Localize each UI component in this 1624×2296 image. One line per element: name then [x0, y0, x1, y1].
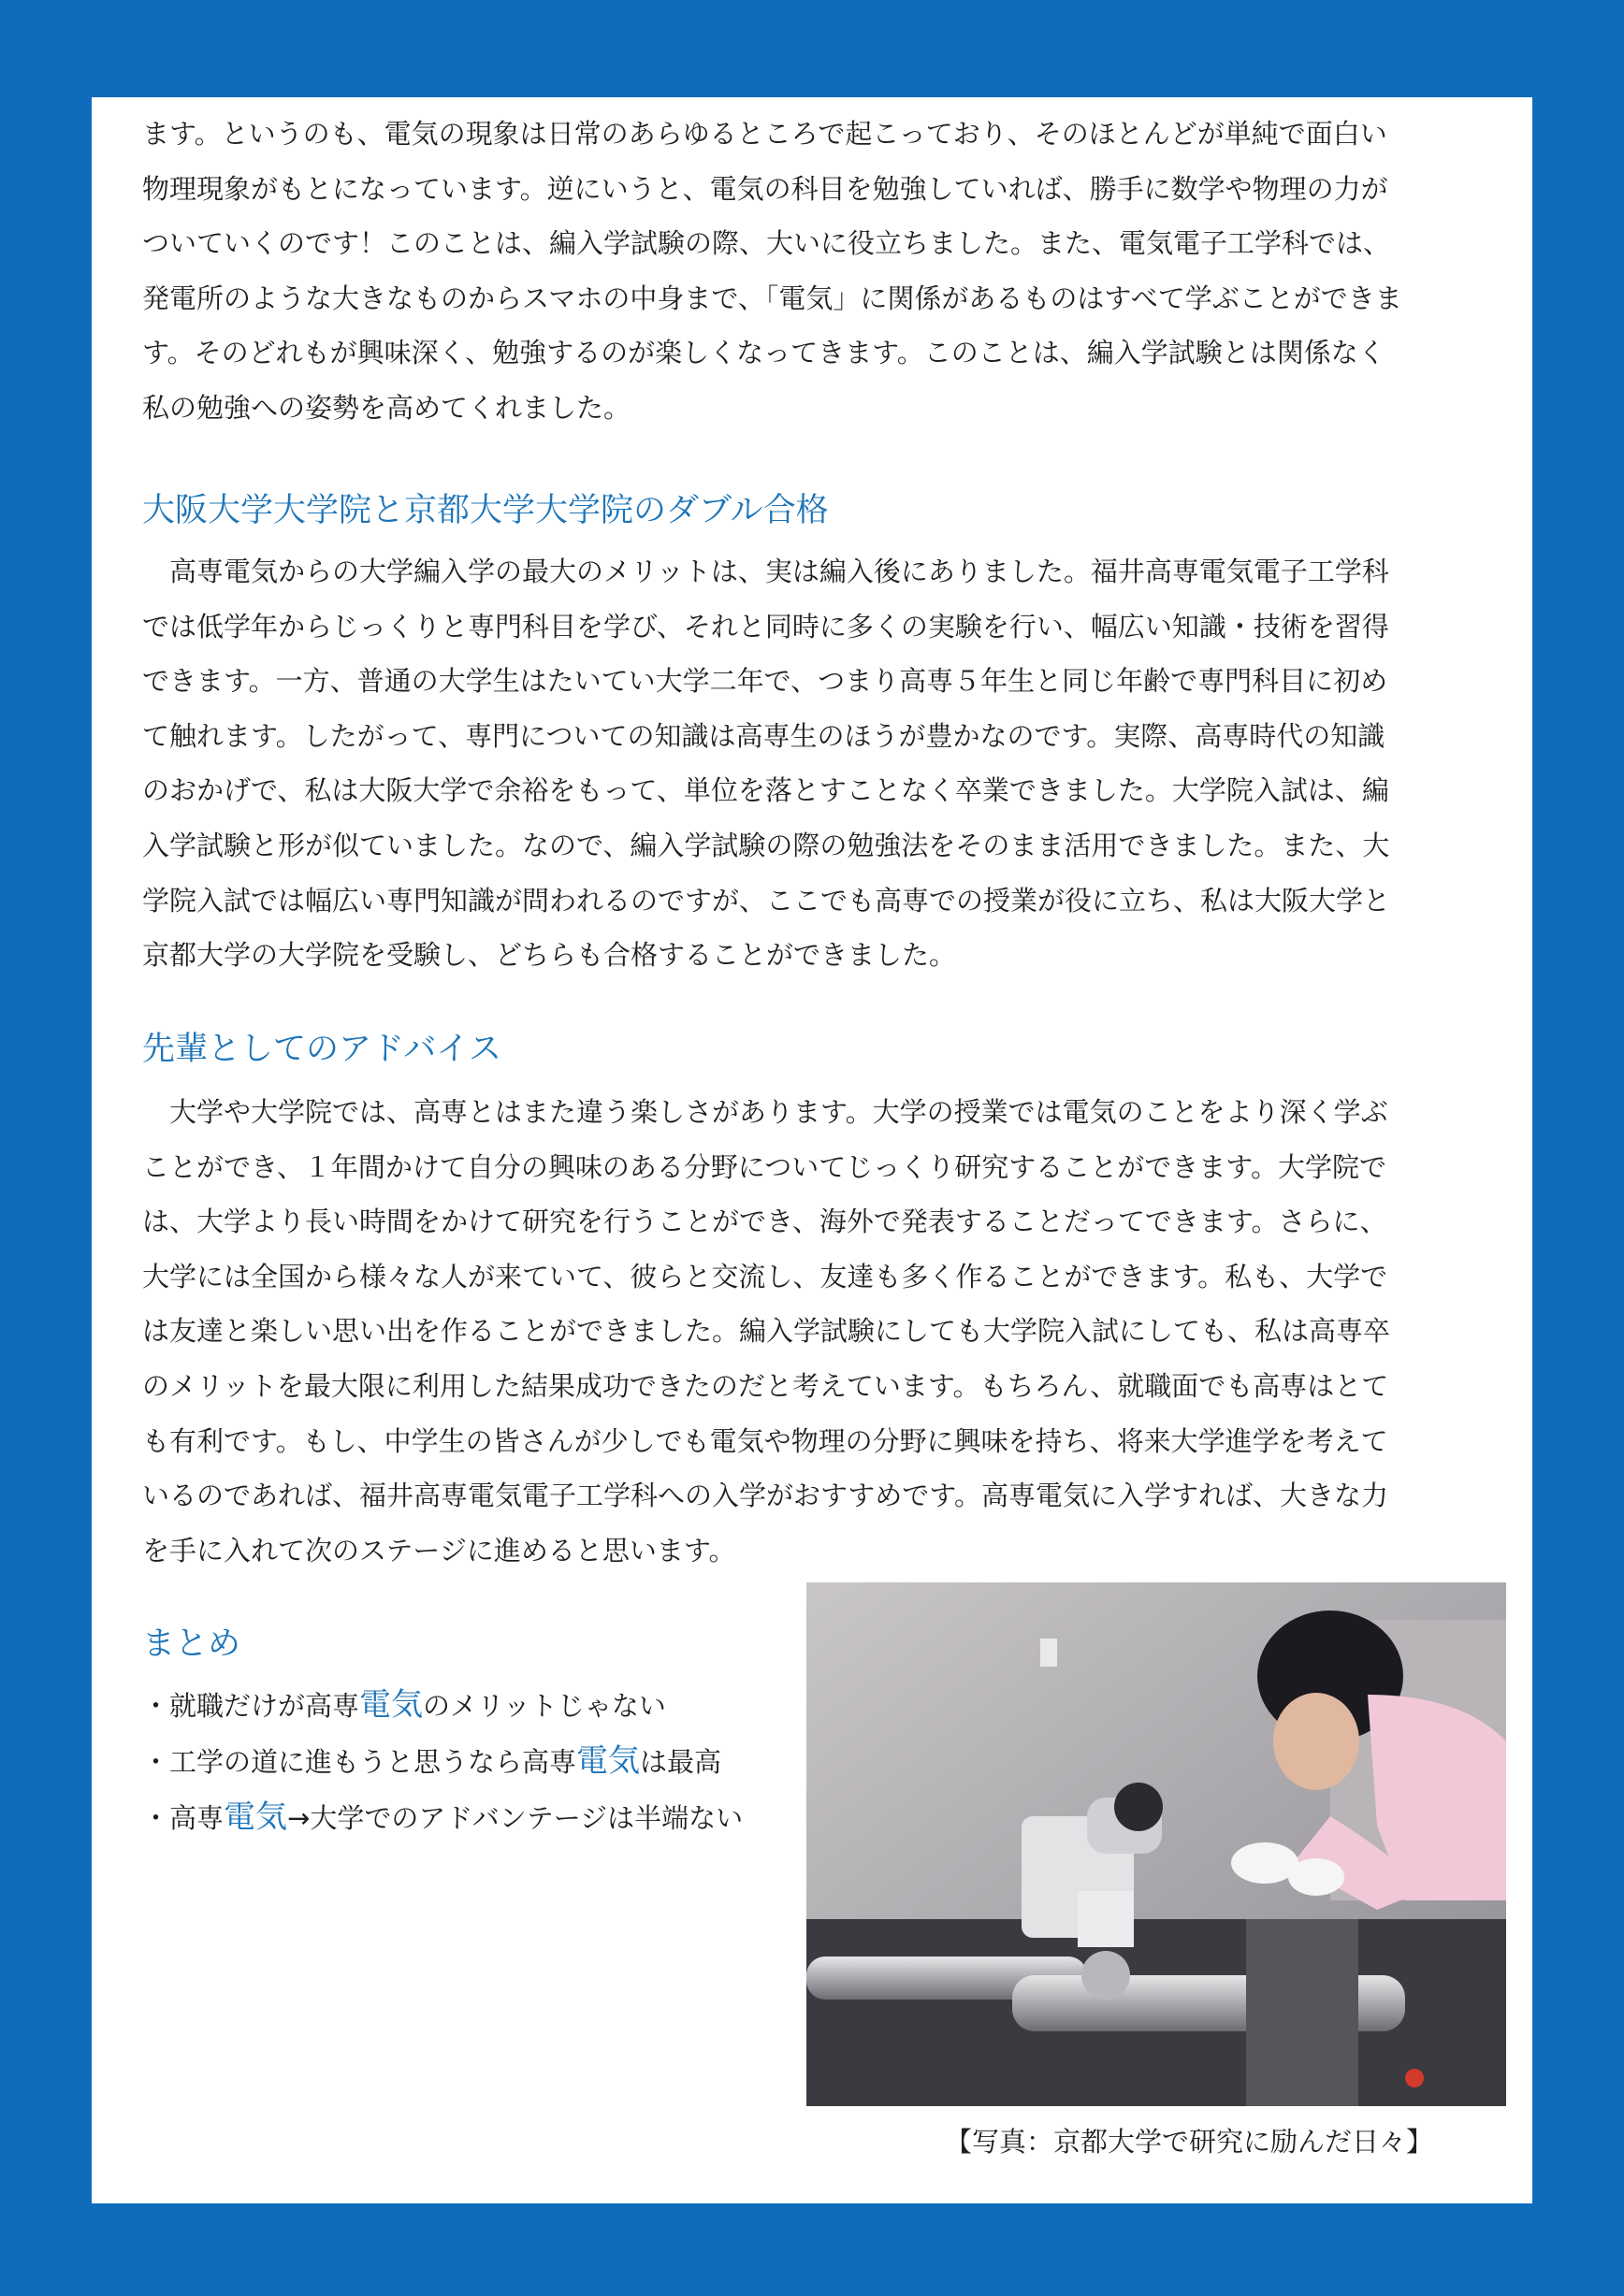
summary-item-text: →大学でのアドバンテージは半端ない — [287, 1802, 744, 1834]
text-line: できます。一方、普通の大学生はたいてい大学二年で、つまり高専５年生と同じ年齢で専門科目に初め — [142, 665, 1388, 698]
photo-caption: 【写真：京都大学で研究に励んだ日々】 — [945, 2126, 1434, 2158]
summary-item-accent: 電気 — [224, 1798, 288, 1836]
summary-item — [142, 1678, 743, 1734]
summary-item-text: ・工学の道に進もうと思うなら高専 — [142, 1746, 577, 1778]
text-line: す。そのどれもが興味深く、勉強するのが楽しくなってきます。このことは、編入学試験とは関係なく — [142, 337, 1385, 369]
text-line: も有利です。もし、中学生の皆さんが少しでも電気や物理の分野に興味を持ち、将来大学進学を考えて — [142, 1424, 1388, 1457]
text-line: 大学には全国から様々な人が来ていて、彼らと交流し、友達も多く作ることができます。私も、大学で — [142, 1260, 1388, 1292]
lab-photo-illustration — [806, 1582, 1506, 2106]
text-line: は友達と楽しい思い出を作ることができました。編入学試験にしても大学院入試にしても、私は高専卒 — [142, 1315, 1391, 1348]
summary-item — [142, 1734, 743, 1790]
text-line: ます。というのも、電気の現象は日常のあらゆるところで起こっており、そのほとんどが単純で面白い — [142, 118, 1387, 150]
advice-heading: 先輩としてのアドバイス — [142, 1031, 501, 1068]
text-line: 発電所のような大きなものからスマホの中身まで、「電気」に関係があるものはすべて学ぶことができま — [142, 282, 1402, 314]
text-line: では低学年からじっくりと専門科目を学び、それと同時に多くの実験を行い、幅広い知識・技術を習得 — [142, 610, 1389, 643]
text-line: 高専電気からの大学編入学の最大のメリットは、実は編入後にありました。福井高専電気電子工学科 — [142, 556, 1389, 587]
text-line: を手に入れて次のステージに進めると思います。 — [142, 1534, 736, 1567]
text-line: 京都大学の大学院を受験し、どちらも合格することができました。 — [142, 939, 957, 972]
text-line: ついていくのです！このことは、編入学試験の際、大いに役立ちました。また、電気電子工学科では、 — [142, 227, 1391, 260]
text-line: 入学試験と形が似ていました。なので、編入学試験の際の勉強法をそのまま活用できました。また、大 — [142, 829, 1390, 861]
lab-photo — [806, 1582, 1506, 2106]
text-line: 大学や大学院では、高専とはまた違う楽しさがあります。大学の授業では電気のことをより深く学ぶ — [142, 1096, 1388, 1128]
text-line: いるのであれば、福井高専電気電子工学科への入学がおすすめです。高専電気に入学すれば、大きな力 — [142, 1480, 1388, 1512]
summary-heading: まとめ — [142, 1625, 241, 1663]
document-page — [92, 97, 1532, 2203]
summary-item — [142, 1790, 743, 1846]
summary-item-text: は最高 — [640, 1746, 722, 1778]
summary-item-accent: 電気 — [576, 1742, 641, 1780]
text-line: ことができ、１年間かけて自分の興味のある分野についてじっくり研究することができます。大学院で — [142, 1150, 1386, 1183]
text-line: 私の勉強への姿勢を高めてくれました。 — [142, 391, 631, 424]
intro-paragraph — [142, 107, 1480, 436]
advice-paragraph — [142, 1085, 1480, 1578]
summary-item-text: ・就職だけが高専 — [142, 1690, 360, 1722]
text-line: は、大学より長い時間をかけて研究を行うことができ、海外で発表することだってできます。さらに、 — [142, 1206, 1387, 1238]
double-pass-paragraph — [142, 544, 1480, 983]
double-pass-heading: 大阪大学大学院と京都大学大学院のダブル合格 — [142, 492, 829, 529]
text-line: のおかげで、私は大阪大学で余裕をもって、単位を落とすことなく卒業できました。大学院入試は、編 — [142, 774, 1389, 807]
summary-list — [142, 1678, 743, 1846]
text-line: のメリットを最大限に利用した結果成功できたのだと考えています。もちろん、就職面でも高専はとて — [142, 1369, 1389, 1402]
text-line: 学院入試では幅広い専門知識が問われるのですが、ここでも高専での授業が役に立ち、私は大阪大学と — [142, 884, 1391, 917]
summary-item-text: ・高専 — [142, 1802, 225, 1834]
text-line: 物理現象がもとになっています。逆にいうと、電気の科目を勉強していれば、勝手に数学や物理の力が — [142, 172, 1388, 205]
text-line: て触れます。したがって、専門についての知識は高専生のほうが豊かなのです。実際、高専時代の知識 — [142, 719, 1385, 752]
summary-item-text: のメリットじゃない — [423, 1690, 666, 1722]
summary-item-accent: 電気 — [359, 1686, 424, 1724]
